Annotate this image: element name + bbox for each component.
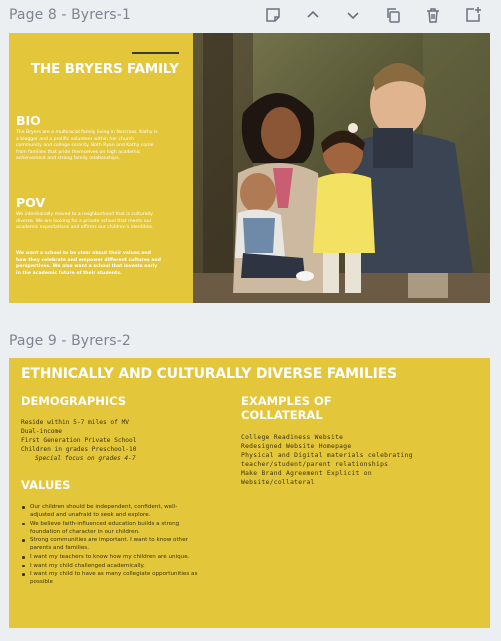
- collateral-line: Physical and Digital materials celebrating: [241, 452, 413, 460]
- values-list: [21, 503, 201, 587]
- slide-text-panel: [9, 33, 193, 303]
- pov-text-bold: We want a school to be clear about their values and how they celebrate and empower different cultures and perspectives. We also want a school that invests early in the academic future of their students.: [16, 251, 161, 276]
- trash-icon[interactable]: [422, 4, 444, 26]
- page-header-8: [0, 0, 501, 30]
- duplicate-icon[interactable]: [382, 4, 404, 26]
- demographics-line: Children in grades Preschool-10: [21, 445, 137, 453]
- page-title[interactable]: Page 9 - Byrers-2: [9, 333, 131, 349]
- demographics-line: Reside within 5-7 miles of MV: [21, 419, 130, 426]
- collateral-line: Make Brand Agreement Explicit on: [241, 470, 372, 478]
- collateral-line: teacher/student/parent relationships: [241, 461, 389, 469]
- values-item: I want my child challenged academically.: [21, 562, 201, 570]
- title-rule: [132, 52, 179, 54]
- collateral-line: Redesigned Website Homepage: [241, 443, 352, 451]
- values-item: We believe faith-influenced education builds a strong foundation of character in our children.: [21, 520, 201, 536]
- pov-text: We intentionally moved to a neighborhood that is culturally diverse. We are looking for a private school that meets our academic expectations and affirms our children's identities.: [16, 212, 154, 231]
- slide-bryers-2[interactable]: [9, 358, 490, 628]
- values-heading: VALUES: [21, 478, 71, 492]
- values-item: Strong communities are important. I want to know other parents and families.: [21, 536, 201, 552]
- pov-heading: POV: [16, 195, 46, 210]
- demographics-list: [21, 419, 136, 464]
- values-item: Our children should be independent, confident, well-adjusted and unafraid to seek and explore.: [21, 503, 201, 519]
- slide-bryers-1[interactable]: [9, 33, 490, 303]
- values-item: I want my teachers to know how my children are unique.: [21, 553, 201, 561]
- collateral-heading: [241, 394, 332, 422]
- collateral-heading-line: EXAMPLES OF: [241, 394, 332, 408]
- slide-title: THE BRYERS FAMILY: [31, 61, 179, 77]
- slide-title: ETHNICALLY AND CULTURALLY DIVERSE FAMILIES: [21, 366, 397, 382]
- collateral-line: College Readiness Website: [241, 434, 344, 441]
- add-page-icon[interactable]: [462, 4, 484, 26]
- bio-text: The Bryers are a multiracial family living in Norcross. Kathy is a blogger and a prolific volunteer within her church community and college sorority. Both Ryan and Kathy come from families that pride themselves on high academic achievement and strong family relationships.: [16, 130, 158, 162]
- demographics-focus: Special focus on grades 4-7: [35, 454, 136, 462]
- chevron-down-icon[interactable]: [342, 4, 364, 26]
- collateral-list: [241, 433, 413, 488]
- collateral-heading-line: COLLATERAL: [241, 408, 323, 422]
- demographics-line: First Generation Private School: [21, 436, 137, 444]
- family-photo: [193, 33, 490, 303]
- demographics-heading: DEMOGRAPHICS: [21, 394, 127, 408]
- bio-heading: BIO: [16, 113, 41, 128]
- add-note-icon[interactable]: [262, 4, 284, 26]
- collateral-line: Website/collateral: [241, 479, 315, 487]
- demographics-line: Dual-income: [21, 427, 62, 435]
- page-header-9: [0, 326, 501, 356]
- chevron-up-icon[interactable]: [302, 4, 324, 26]
- values-item: I want my child to have as many collegiate opportunities as possible: [21, 570, 201, 586]
- page-title[interactable]: Page 8 - Byrers-1: [9, 7, 131, 23]
